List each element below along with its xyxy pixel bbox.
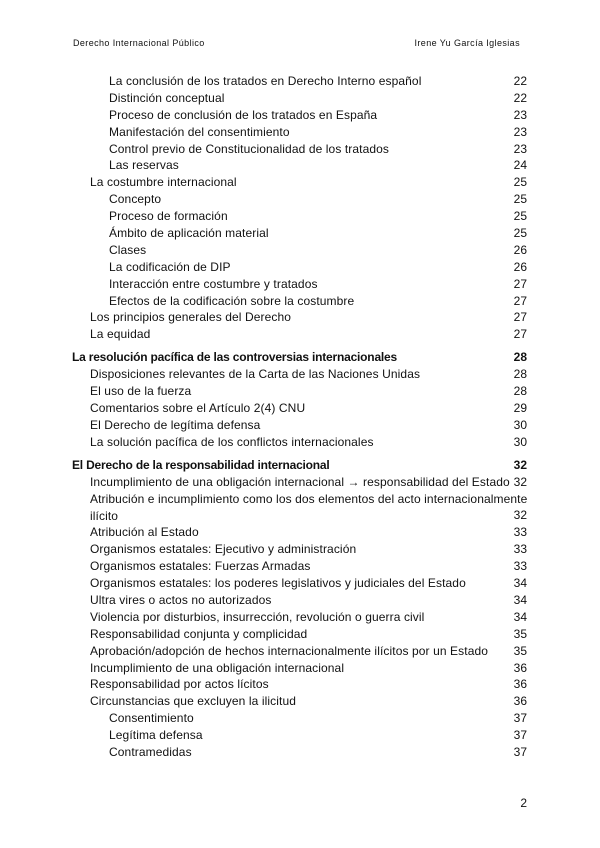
toc-entry-page: 33 [513, 525, 527, 540]
toc-entry-title: Proceso de conclusión de los tratados en España [109, 107, 378, 122]
toc-entry[interactable] [72, 191, 527, 208]
toc-entry[interactable] [72, 276, 527, 293]
toc-entry-title: Efectos de la codificación sobre la costumbre [109, 293, 355, 308]
toc-entry-page: 33 [513, 542, 527, 557]
toc-entry-page: 27 [513, 293, 527, 308]
toc-entry-title: Incumplimiento de una obligación internacional → responsabilidad del Estado [90, 474, 510, 489]
toc-section-entry[interactable] [72, 457, 527, 474]
toc-section-entry[interactable] [72, 349, 527, 366]
toc-entry-page: 29 [513, 401, 527, 416]
toc-entry-page: 22 [513, 74, 527, 88]
toc-entry[interactable] [72, 242, 527, 259]
toc-entry[interactable] [72, 592, 527, 609]
toc-entry[interactable] [72, 710, 527, 727]
toc-entry-page: 36 [513, 677, 527, 692]
toc-entry[interactable] [72, 208, 527, 225]
toc-entry-title: Organismos estatales: Fuerzas Armadas [90, 559, 311, 574]
toc-entry-title: El Derecho de la responsabilidad internacional [72, 457, 330, 472]
toc-entry-page: 36 [513, 694, 527, 709]
toc-entry[interactable] [72, 609, 527, 626]
toc-entry-page: 32 [513, 508, 527, 523]
toc-entry-title: Atribución al Estado [90, 525, 199, 540]
toc-entry[interactable] [72, 727, 527, 744]
toc-entry[interactable] [72, 366, 527, 383]
toc-entry[interactable] [72, 174, 527, 191]
toc-entry-title: Ámbito de aplicación material [109, 226, 269, 241]
toc-entry[interactable] [72, 676, 527, 693]
toc-entry[interactable] [72, 474, 527, 491]
table-of-contents [72, 73, 527, 761]
toc-entry-page: 37 [513, 744, 527, 759]
toc-entry-page: 28 [513, 384, 527, 399]
toc-entry-title: Interacción entre costumbre y tratados [109, 276, 318, 291]
toc-entry-page: 26 [513, 259, 527, 274]
toc-entry[interactable] [72, 124, 527, 141]
toc-entry-page: 32 [513, 457, 527, 472]
toc-entry-page: 30 [513, 434, 527, 449]
toc-entry-page: 37 [513, 711, 527, 726]
toc-entry-title: Consentimiento [109, 711, 194, 726]
toc-entry-title: Distinción conceptual [109, 90, 225, 105]
toc-entry-page: 32 [513, 474, 527, 489]
toc-entry-page: 34 [513, 576, 527, 591]
toc-entry[interactable] [72, 491, 527, 525]
page-number: 2 [520, 796, 527, 810]
toc-entry-title: Atribución e incumplimiento como los dos elementos del acto internacionalmente ilícito [90, 491, 528, 523]
toc-entry-page: 25 [513, 192, 527, 207]
toc-entry[interactable] [72, 73, 527, 90]
toc-entry[interactable] [72, 259, 527, 276]
toc-entry-title: Organismos estatales: los poderes legislativos y judiciales del Estado [90, 576, 466, 591]
toc-entry-title: El Derecho de legítima defensa [90, 417, 261, 432]
toc-entry-title: Las reservas [109, 158, 179, 173]
running-header-title: Derecho Internacional Público [73, 38, 205, 48]
toc-entry[interactable] [72, 90, 527, 107]
toc-entry[interactable] [72, 417, 527, 434]
toc-entry-title: Manifestación del consentimiento [109, 124, 290, 139]
toc-entry[interactable] [72, 293, 527, 310]
toc-entry-title: Circunstancias que excluyen la ilicitud [90, 694, 297, 709]
toc-entry[interactable] [72, 744, 527, 761]
toc-entry-title: Contramedidas [109, 744, 192, 759]
toc-entry-page: 30 [513, 417, 527, 432]
toc-entry-page: 27 [513, 310, 527, 325]
toc-entry-title: Responsabilidad por actos lícitos [90, 677, 269, 692]
toc-entry-page: 23 [513, 124, 527, 139]
toc-entry-page: 27 [513, 327, 527, 342]
toc-entry[interactable] [72, 626, 527, 643]
toc-entry-title: La solución pacífica de los conflictos internacionales [90, 434, 374, 449]
toc-entry-page: 28 [513, 350, 527, 365]
toc-entry-page: 26 [513, 242, 527, 257]
toc-entry-title: Ultra vires o actos no autorizados [90, 592, 272, 607]
toc-entry-page: 37 [513, 728, 527, 743]
toc-entry-title: La equidad [90, 327, 151, 342]
toc-entry-title: Comentarios sobre el Artículo 2(4) CNU [90, 401, 306, 416]
toc-entry-page: 25 [513, 175, 527, 190]
toc-entry-page: 34 [513, 592, 527, 607]
toc-entry[interactable] [72, 309, 527, 326]
toc-entry-title: Proceso de formación [109, 209, 228, 224]
toc-entry[interactable] [72, 107, 527, 124]
toc-entry[interactable] [72, 541, 527, 558]
toc-entry-page: 22 [513, 90, 527, 105]
toc-entry-page: 23 [513, 107, 527, 122]
toc-entry[interactable] [72, 575, 527, 592]
toc-entry[interactable] [72, 326, 527, 343]
toc-entry-title: La conclusión de los tratados en Derecho Interno español [109, 74, 422, 88]
toc-entry[interactable] [72, 434, 527, 451]
toc-entry-title: Control previo de Constitucionalidad de los tratados [109, 141, 390, 156]
toc-entry-page: 36 [513, 660, 527, 675]
running-header-author: Irene Yu García Iglesias [414, 38, 520, 48]
toc-entry[interactable] [72, 643, 527, 660]
toc-entry[interactable] [72, 141, 527, 158]
toc-entry-title: Clases [109, 242, 147, 257]
toc-entry[interactable] [72, 660, 527, 677]
toc-entry[interactable] [72, 693, 527, 710]
toc-entry-page: 24 [513, 158, 527, 173]
toc-entry-title: Disposiciones relevantes de la Carta de las Naciones Unidas [90, 367, 421, 382]
toc-entry-page: 33 [513, 559, 527, 574]
toc-entry-page: 23 [513, 141, 527, 156]
toc-entry[interactable] [72, 524, 527, 541]
toc-entry[interactable] [72, 383, 527, 400]
toc-entry[interactable] [72, 558, 527, 575]
toc-entry-page: 34 [513, 609, 527, 624]
toc-entry-title: Concepto [109, 192, 162, 207]
toc-entry-page: 25 [513, 209, 527, 224]
toc-entry-title: El uso de la fuerza [90, 384, 192, 399]
toc-entry[interactable] [72, 157, 527, 174]
toc-entry-title: Responsabilidad conjunta y complicidad [90, 626, 308, 641]
toc-entry-title: Organismos estatales: Ejecutivo y administración [90, 542, 357, 557]
toc-entry-title: La costumbre internacional [90, 175, 237, 190]
toc-entry-title: La resolución pacífica de las controversias internacionales [72, 350, 397, 365]
toc-entry-title: Violencia por disturbios, insurrección, revolución o guerra civil [90, 609, 425, 624]
toc-entry-title: Incumplimiento de una obligación internacional [90, 660, 345, 675]
toc-entry-title: La codificación de DIP [109, 259, 231, 274]
toc-entry-page: 27 [513, 276, 527, 291]
toc-entry-title: Legítima defensa [109, 728, 203, 743]
toc-entry-page: 25 [513, 226, 527, 241]
toc-entry-page: 35 [513, 626, 527, 641]
toc-entry-page: 35 [513, 643, 527, 658]
toc-entry[interactable] [72, 225, 527, 242]
toc-entry[interactable] [72, 400, 527, 417]
toc-entry-title: Aprobación/adopción de hechos internacionalmente ilícitos por un Estado [90, 643, 489, 658]
toc-entry-page: 28 [513, 367, 527, 382]
toc-entry-title: Los principios generales del Derecho [90, 310, 292, 325]
